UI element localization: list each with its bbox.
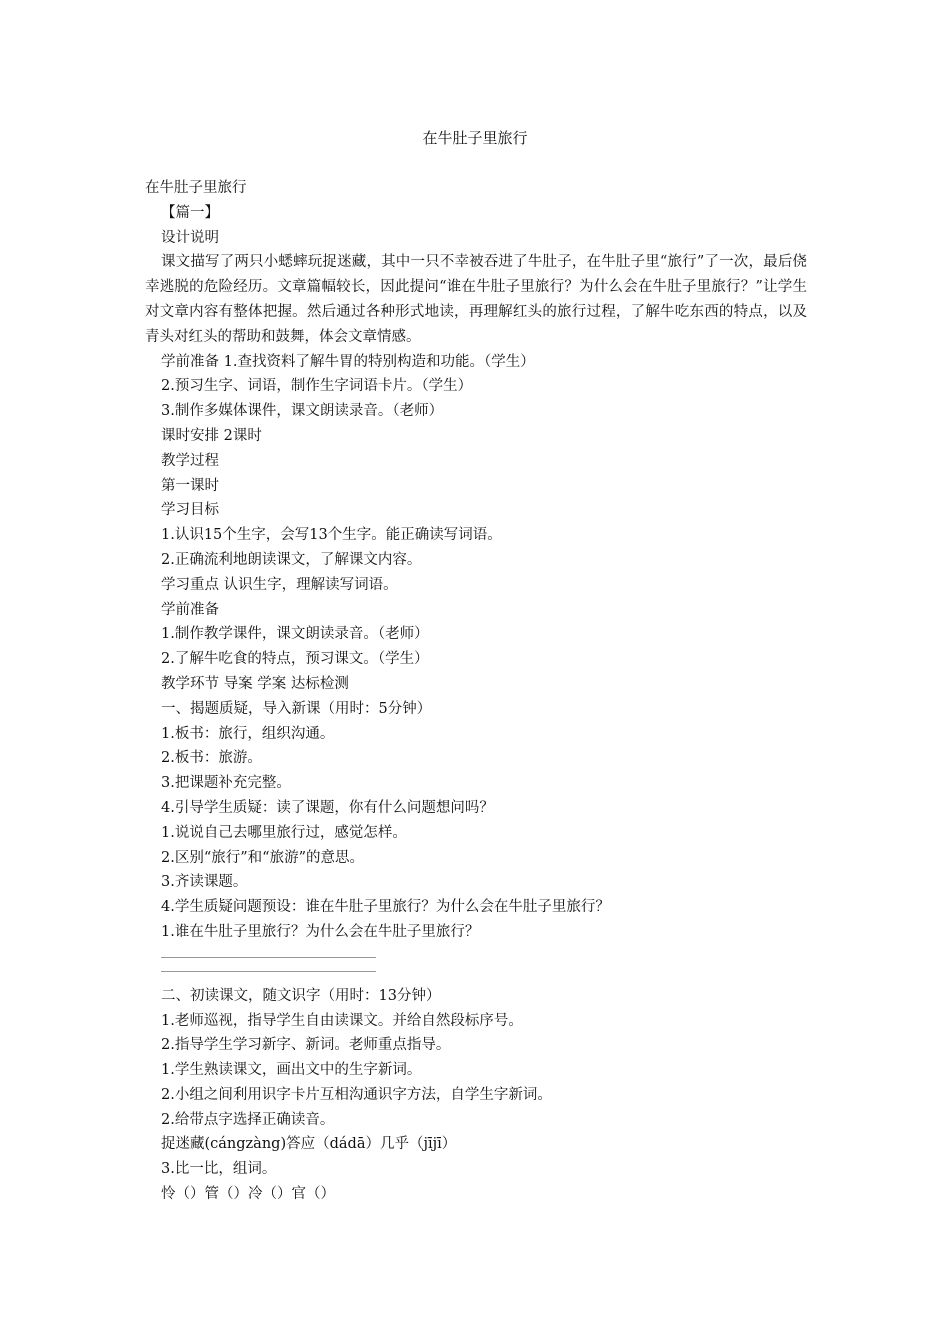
text-line: 1.老师巡视，指导学生自由读课文。并给自然段标序号。 (161, 1012, 523, 1029)
text-line: 学前准备 (161, 601, 219, 618)
text-line: 1.认识15个生字，会写13个生字。能正确读写词语。 (161, 527, 502, 544)
document-body (145, 176, 807, 1207)
text-line: 2.板书：旅游。 (161, 750, 262, 767)
part-heading: 【篇一】 (161, 204, 219, 221)
text-line: 1.板书：旅行，组织沟通。 (161, 725, 335, 742)
text-line: 教学环节 导案 学案 达标检测 (161, 675, 349, 692)
text-line: 学习目标 (161, 502, 219, 519)
text-line: 3.齐读课题。 (161, 874, 248, 891)
text-line: 2.正确流利地朗读课文，了解课文内容。 (161, 551, 422, 568)
text-line: 学习重点 认识生字，理解读写词语。 (161, 576, 398, 593)
text-line: 设计说明 (161, 229, 219, 246)
text-line: 3.比一比，组词。 (161, 1161, 277, 1178)
text-line: 一、揭题质疑，导入新课（用时：5分钟） (161, 700, 432, 717)
text-line: 4.学生质疑问题预设：谁在牛肚子里旅行？为什么会在牛肚子里旅行？ (161, 899, 610, 916)
text-line: 1.谁在牛肚子里旅行？为什么会在牛肚子里旅行？ (161, 923, 480, 940)
text-line: 教学过程 (161, 452, 219, 469)
answer-blank-line (161, 970, 376, 972)
text-line: 2.给带点字选择正确读音。 (161, 1111, 335, 1128)
text-line: 3.制作多媒体课件，课文朗读录音。（老师） (161, 403, 444, 420)
text-line: 学前准备 1.查找资料了解牛胃的特别构造和功能。（学生） (161, 353, 535, 370)
text-line: 2.区别“旅行”和“旅游”的意思。 (161, 849, 364, 866)
section-heading: 在牛肚子里旅行 (145, 180, 247, 196)
design-paragraph: 课文描写了两只小蟋蟀玩捉迷藏，其中一只不幸被吞进了牛肚子，在牛肚子里“旅行”了一次，最后侥幸逃脱的危险经历。文章篇幅较长，因此提问“谁在牛肚子里旅行？为什么会在牛肚子里旅行？”让学生对文章内容有整体把握。然后通过各种形式地读，再理解红头的旅行过程，了解牛吃东西的特点，以及青头对红头的帮助和鼓舞，体会文章情感。 (145, 254, 807, 345)
text-line: 2.小组之间利用识字卡片互相沟通识字方法，自学生字新词。 (161, 1086, 552, 1103)
text-line: 2.预习生字、词语，制作生字词语卡片。（学生） (161, 378, 473, 395)
text-line: 4.引导学生质疑：读了课题，你有什么问题想问吗？ (161, 799, 494, 816)
text-line: 1.学生熟读课文，画出文中的生字新词。 (161, 1062, 422, 1079)
text-line: 1.说说自己去哪里旅行过，感觉怎样。 (161, 824, 407, 841)
text-line: 1.制作教学课件，课文朗读录音。（老师） (161, 626, 429, 643)
pinyin-exercise: 捉迷藏(cángzàng)答应（dádā）几乎（jījī） (161, 1136, 457, 1153)
word-exercise: 怜（）管（）冷（）官（） (161, 1186, 335, 1203)
text-line: 2.指导学生学习新字、新词。老师重点指导。 (161, 1037, 451, 1054)
text-line: 3.把课题补充完整。 (161, 775, 291, 792)
document-title: 在牛肚子里旅行 (422, 129, 528, 147)
text-line: 课时安排 2课时 (161, 427, 262, 444)
answer-blank-line (161, 956, 376, 958)
text-line: 第一课时 (161, 477, 219, 494)
text-line: 二、初读课文，随文识字（用时：13分钟） (161, 987, 441, 1004)
text-line: 2.了解牛吃食的特点，预习课文。（学生） (161, 651, 429, 668)
